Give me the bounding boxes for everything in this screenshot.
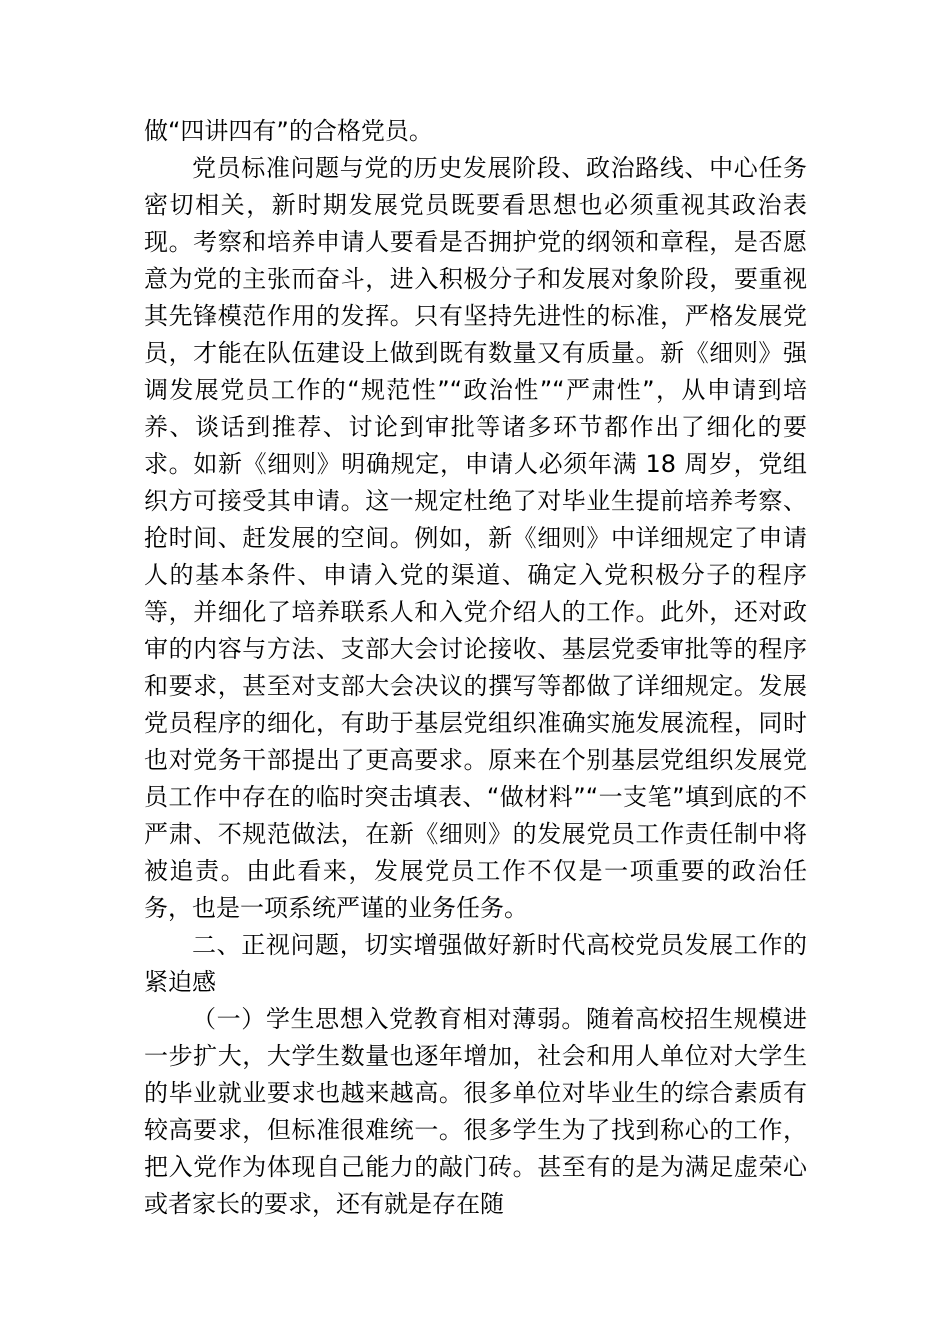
paragraph-student-education: （一）学生思想入党教育相对薄弱。随着高校招生规模进一步扩大，大学生数量也逐年增加，社会和用人单位对大学生的毕业就业要求也越来越高。很多单位对毕业生的综合素质有较高要求，但标准很难统一。很多学生为了找到称心的工作，把入党作为体现自己能力的敲门砖。甚至有的是为满足虚荣心或者家长的要求，还有就是存在随 — [144, 1005, 807, 1218]
document-page — [144, 113, 807, 1223]
section-heading: 二、正视问题，切实增强做好新时代高校党员发展工作的紧迫感 — [144, 931, 807, 996]
paragraph-party-member-standards: 党员标准问题与党的历史发展阶段、政治路线、中心任务密切相关，新时期发展党员既要看思想也必须重视其政治表现。考察和培养申请人要看是否拥护党的纲领和章程，是否愿意为党的主张而奋斗，进入积极分子和发展对象阶段，要重视其先锋模范作用的发挥。只有坚持先进性的标准，严格发展党员，才能在队伍建设上做到既有数量又有质量。新《细则》强调发展党员工作的“规范性”“政治性”“严肃性”，从申请到培养、谈话到推荐、讨论到审批等诸多环节都作出了细化的要求。如新《细则》明确规定，申请人必须年满 18 周岁，党组织方可接受其申请。这一规定杜绝了对毕业生提前培养考察、抢时间、赶发展的空间。例如，新《细则》中详细规定了申请人的基本条件、申请入党的渠道、确定入党积极分子的程序等，并细化了培养联系人和入党介绍人的工作。此外，还对政审的内容与方法、支部大会讨论接收、基层党委审批等的程序和要求，甚至对支部大会决议的撰写等都做了详细规定。发展党员程序的细化，有助于基层党组织准确实施发展流程，同时也对党务干部提出了更高要求。原来在个别基层党组织发展党员工作中存在的临时突击填表、“做材料”“一支笔”填到底的不严肃、不规范做法，在新《细则》的发展党员工作责任制中将被追责。由此看来，发展党员工作不仅是一项重要的政治任务，也是一项系统严谨的业务任务。 — [144, 154, 807, 922]
paragraph-continuation: 做“四讲四有”的合格党员。 — [144, 117, 433, 145]
